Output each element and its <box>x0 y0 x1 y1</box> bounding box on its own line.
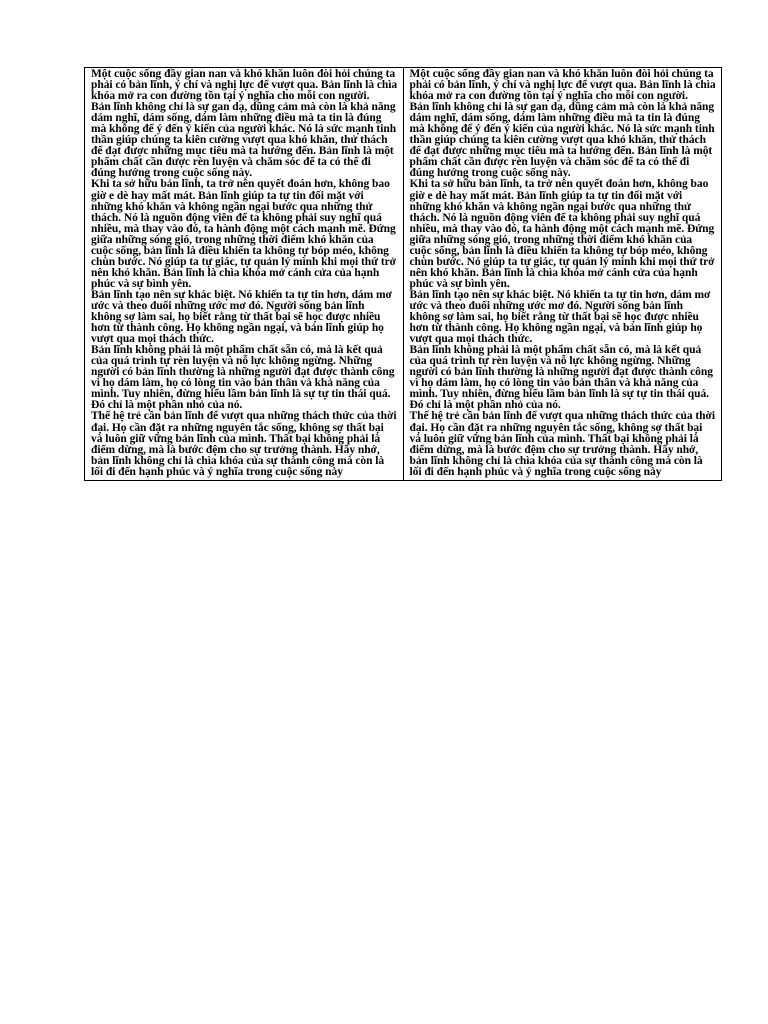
left-column-cell <box>85 68 404 481</box>
table-row <box>85 68 722 481</box>
right-paragraph-5: Bản lĩnh không phải là một phẩm chất sẵn có, mà là kết quả của quá trình tự rèn luyện và nỗ lực không ngừng. Những người có bản lĩnh thường là những người đạt được thành công vì họ dám làm, họ có lòng tin vào bản thân và khả năng của mình. Tuy nhiên, đừng hiểu lầm bản lĩnh là sự tự tin thái quá. Đó chỉ là một phần nhỏ của nó. <box>409 344 713 412</box>
right-paragraph-6: Thế hệ trẻ cần bản lĩnh để vượt qua những thách thức của thời đại. Họ cần đặt ra những nguyên tắc sống, không sợ thất bại và luôn giữ vững bản lĩnh của mình. Thất bại không phải là điểm dừng, mà là bước đệm cho sự trưởng thành. Hãy nhớ, bản lĩnh không chỉ là chìa khóa của sự thành công mà còn là lối đi đến hạnh phúc và ý nghĩa trong cuộc sống này <box>409 410 715 478</box>
right-paragraph-2: Bản lĩnh không chỉ là sự gan dạ, dũng cảm mà còn là khả năng dám nghĩ, dám sống, dám làm những điều mà ta tin là đúng mà không để ý đến ý kiến của người khác. Nó là sức mạnh tinh thần giúp chúng ta kiên cường vượt qua khó khăn, thử thách để đạt được những mục tiêu mà ta hướng đến. Bản lĩnh là một phẩm chất cần được rèn luyện và chăm sóc để ta có thể đi đúng hướng trong cuộc sống này. <box>409 101 715 180</box>
left-paragraph-3: Khi ta sở hữu bản lĩnh, ta trở nên quyết đoán hơn, không bao giờ e dè hay mất mát. Bản lĩnh giúp ta tự tin đối mặt với những khó khăn và không ngần ngại bước qua những thử thách. Nó là nguồn động viên để ta không phải suy nghĩ quá nhiều, mà thay vào đó, ta hành động một cách mạnh mẽ. Đứng giữa những sóng gió, trong những thời điểm khó khăn của cuộc sống, bản lĩnh là điều khiến ta không tự bóp méo, không chùn bước. Nó giúp ta tự giác, tự quản lý mình khi mọi thứ trở nên khó khăn. Bản lĩnh là chìa khóa mở cánh cửa của hạnh phúc và sự bình yên. <box>91 178 396 290</box>
right-paragraph-4: Bản lĩnh tạo nên sự khác biệt. Nó khiến ta tự tin hơn, dám mơ ước và theo đuổi những ước mơ đó. Người sống bản lĩnh không sợ làm sai, họ biết rằng từ thất bại sẽ học được nhiều hơn từ thành công. Họ không ngần ngại, và bản lĩnh giúp họ vượt qua mọi thách thức. <box>409 288 711 346</box>
right-paragraph-3: Khi ta sở hữu bản lĩnh, ta trở nên quyết đoán hơn, không bao giờ e dè hay mất mát. Bản lĩnh giúp ta tự tin đối mặt với những khó khăn và không ngần ngại bước qua những thử thách. Nó là nguồn động viên để ta không phải suy nghĩ quá nhiều, mà thay vào đó, ta hành động một cách mạnh mẽ. Đứng giữa những sóng gió, trong những thời điểm khó khăn của cuộc sống, bản lĩnh là điều khiến ta không tự bóp méo, không chùn bước. Nó giúp ta tự giác, tự quản lý mình khi mọi thứ trở nên khó khăn. Bản lĩnh là chìa khóa mở cánh cửa của hạnh phúc và sự bình yên. <box>409 178 715 290</box>
left-paragraph-2: Bản lĩnh không chỉ là sự gan dạ, dũng cảm mà còn là khả năng dám nghĩ, dám sống, dám làm những điều mà ta tin là đúng mà không để ý đến ý kiến của người khác. Nó là sức mạnh tinh thần giúp chúng ta kiên cường vượt qua khó khăn, thử thách để đạt được những mục tiêu mà ta hướng đến. Bản lĩnh là một phẩm chất cần được rèn luyện và chăm sóc để ta có thể đi đúng hướng trong cuộc sống này. <box>91 101 397 180</box>
right-paragraph-1: Một cuộc sống đầy gian nan và khó khăn luôn đòi hỏi chúng ta phải có bản lĩnh, ý chí và nghị lực để vượt qua. Bản lĩnh là chìa khóa mở ra con đường tồn tại ý nghĩa cho mỗi con người. <box>409 68 716 103</box>
right-column-cell <box>403 68 722 481</box>
two-column-table <box>84 67 722 481</box>
left-paragraph-1: Một cuộc sống đầy gian nan và khó khăn luôn đòi hỏi chúng ta phải có bản lĩnh, ý chí và nghị lực để vượt qua. Bản lĩnh là chìa khóa mở ra con đường tồn tại ý nghĩa cho mỗi con người. <box>91 68 398 103</box>
left-paragraph-4: Bản lĩnh tạo nên sự khác biệt. Nó khiến ta tự tin hơn, dám mơ ước và theo đuổi những ước mơ đó. Người sống bản lĩnh không sợ làm sai, họ biết rằng từ thất bại sẽ học được nhiều hơn từ thành công. Họ không ngần ngại, và bản lĩnh giúp họ vượt qua mọi thách thức. <box>91 288 392 346</box>
left-paragraph-5: Bản lĩnh không phải là một phẩm chất sẵn có, mà là kết quả của quá trình tự rèn luyện và nỗ lực không ngừng. Những người có bản lĩnh thường là những người đạt được thành công vì họ dám làm, họ có lòng tin vào bản thân và khả năng của mình. Tuy nhiên, đừng hiểu lầm bản lĩnh là sự tự tin thái quá. Đó chỉ là một phần nhỏ của nó. <box>91 344 395 412</box>
left-paragraph-6: Thế hệ trẻ cần bản lĩnh để vượt qua những thách thức của thời đại. Họ cần đặt ra những nguyên tắc sống, không sợ thất bại và luôn giữ vững bản lĩnh của mình. Thất bại không phải là điểm dừng, mà là bước đệm cho sự trưởng thành. Hãy nhớ, bản lĩnh không chỉ là chìa khóa của sự thành công mà còn là lối đi đến hạnh phúc và ý nghĩa trong cuộc sống này <box>91 410 397 478</box>
